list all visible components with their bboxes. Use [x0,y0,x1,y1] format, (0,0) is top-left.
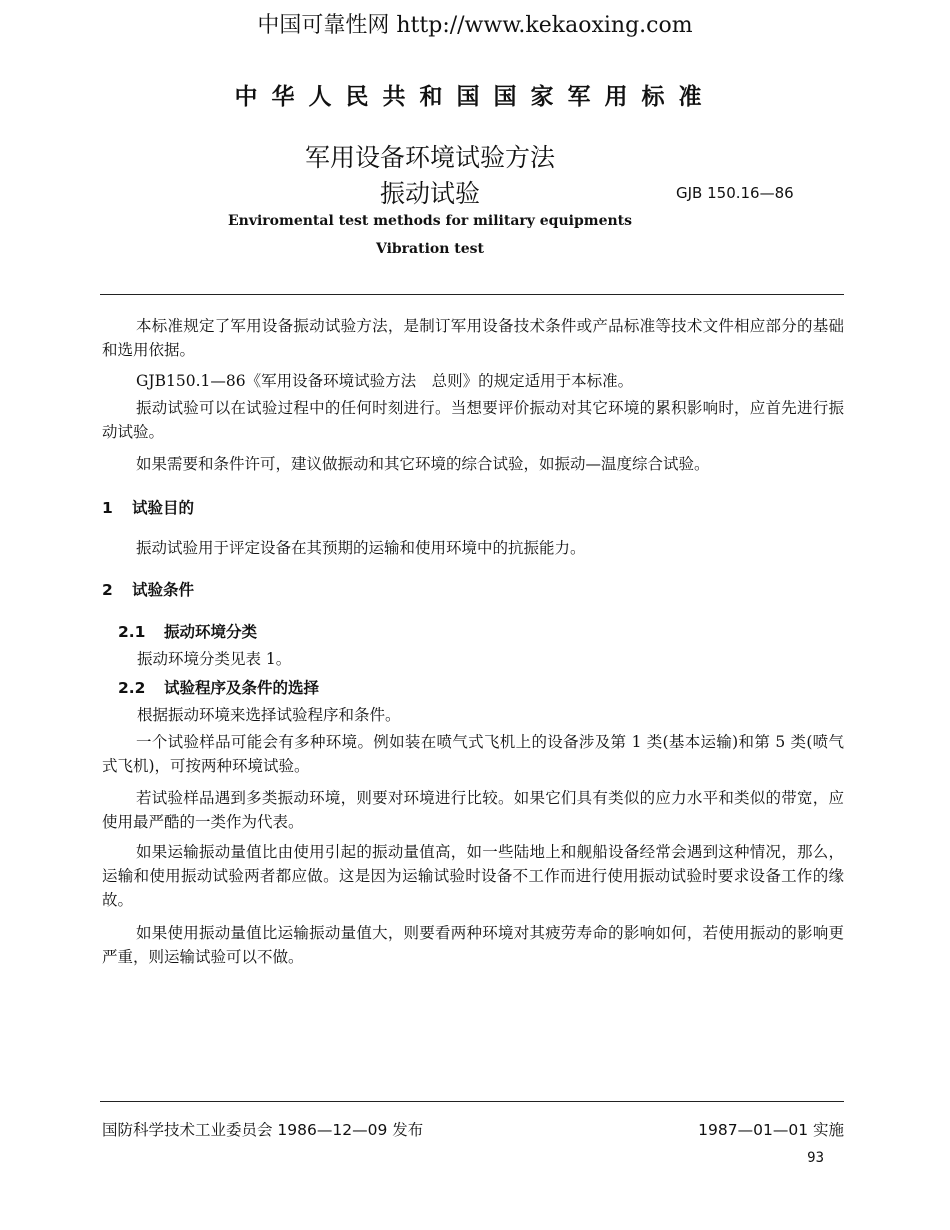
intro-paragraph-2: GJB150.1—86《军用设备环境试验方法 总则》的规定适用于本标准。 [136,372,634,390]
section-2-2-paragraph-1: 一个试验样品可能会有多种环境。例如装在喷气式飞机上的设备涉及第 1 类(基本运输)和第 5 类(喷气式飞机)，可按两种环境试验。 [102,733,844,775]
watermark-text: 中国可靠性网 http://www.kekaoxing.com [257,13,693,38]
section-2-title: 试验条件 [132,581,195,599]
page-number: 93 [807,1150,824,1166]
section-1-text: 振动试验用于评定设备在其预期的运输和使用环境中的抗振能力。 [136,539,586,557]
section-2-2-paragraph-2: 若试验样品遇到多类振动环境，则要对环境进行比较。如果它们具有类似的应力水平和类似的带宽，应使用最严酷的一类作为代表。 [102,789,844,831]
intro-paragraph-4: 如果需要和条件许可，建议做振动和其它环境的综合试验，如振动—温度综合试验。 [136,455,710,473]
section-2-2-title: 试验程序及条件的选择 [164,679,320,697]
standard-code: GJB 150.16—86 [676,184,794,202]
section-2-2-text: 根据振动环境来选择试验程序和条件。 [137,706,401,724]
section-2-1-title: 振动环境分类 [164,623,258,641]
section-2-1-heading [118,620,257,642]
header-divider [100,294,844,295]
national-standard-heading: 中华人民共和国国家军用标准 [234,84,716,110]
intro-paragraph-3: 振动试验可以在试验过程中的任何时刻进行。当想要评价振动对其它环境的累积影响时，应首先进行振动试验。 [102,399,844,441]
section-2-2-paragraph-3: 如果运输振动量值比由使用引起的振动量值高，如一些陆地上和舰船设备经常会遇到这种情况，那么，运输和使用振动试验两者都应做。这是因为运输试验时设备不工作而进行使用振动试验时要求设备工作的缘故。 [102,843,844,909]
section-2-heading [102,578,194,600]
english-title-line1: Enviromental test methods for military equipments [227,213,633,229]
issuer-and-issue-date: 国防科学技术工业委员会 1986—12—09 发布 [102,1121,424,1139]
effective-date: 1987—01—01 实施 [698,1121,844,1139]
section-1-number: 1 [102,499,113,517]
section-2-2-heading [118,676,319,698]
section-1-heading [102,496,194,518]
section-2-2-number: 2.2 [118,679,146,697]
english-title-line2: Vibration test [375,241,485,257]
intro-paragraph-1: 本标准规定了军用设备振动试验方法，是制订军用设备技术条件或产品标准等技术文件相应部分的基础和选用依据。 [102,317,844,359]
section-1-title: 试验目的 [132,499,195,517]
section-2-1-text: 振动环境分类见表 1。 [137,650,292,668]
document-title-line1: 军用设备环境试验方法 [304,143,555,172]
section-2-1-number: 2.1 [118,623,146,641]
document-title-line2: 振动试验 [379,179,480,208]
footer-divider [100,1101,844,1102]
section-2-2-paragraph-4: 如果使用振动量值比运输振动量值大，则要看两种环境对其疲劳寿命的影响如何，若使用振动的影响更严重，则运输试验可以不做。 [102,924,844,966]
section-2-number: 2 [102,581,113,599]
